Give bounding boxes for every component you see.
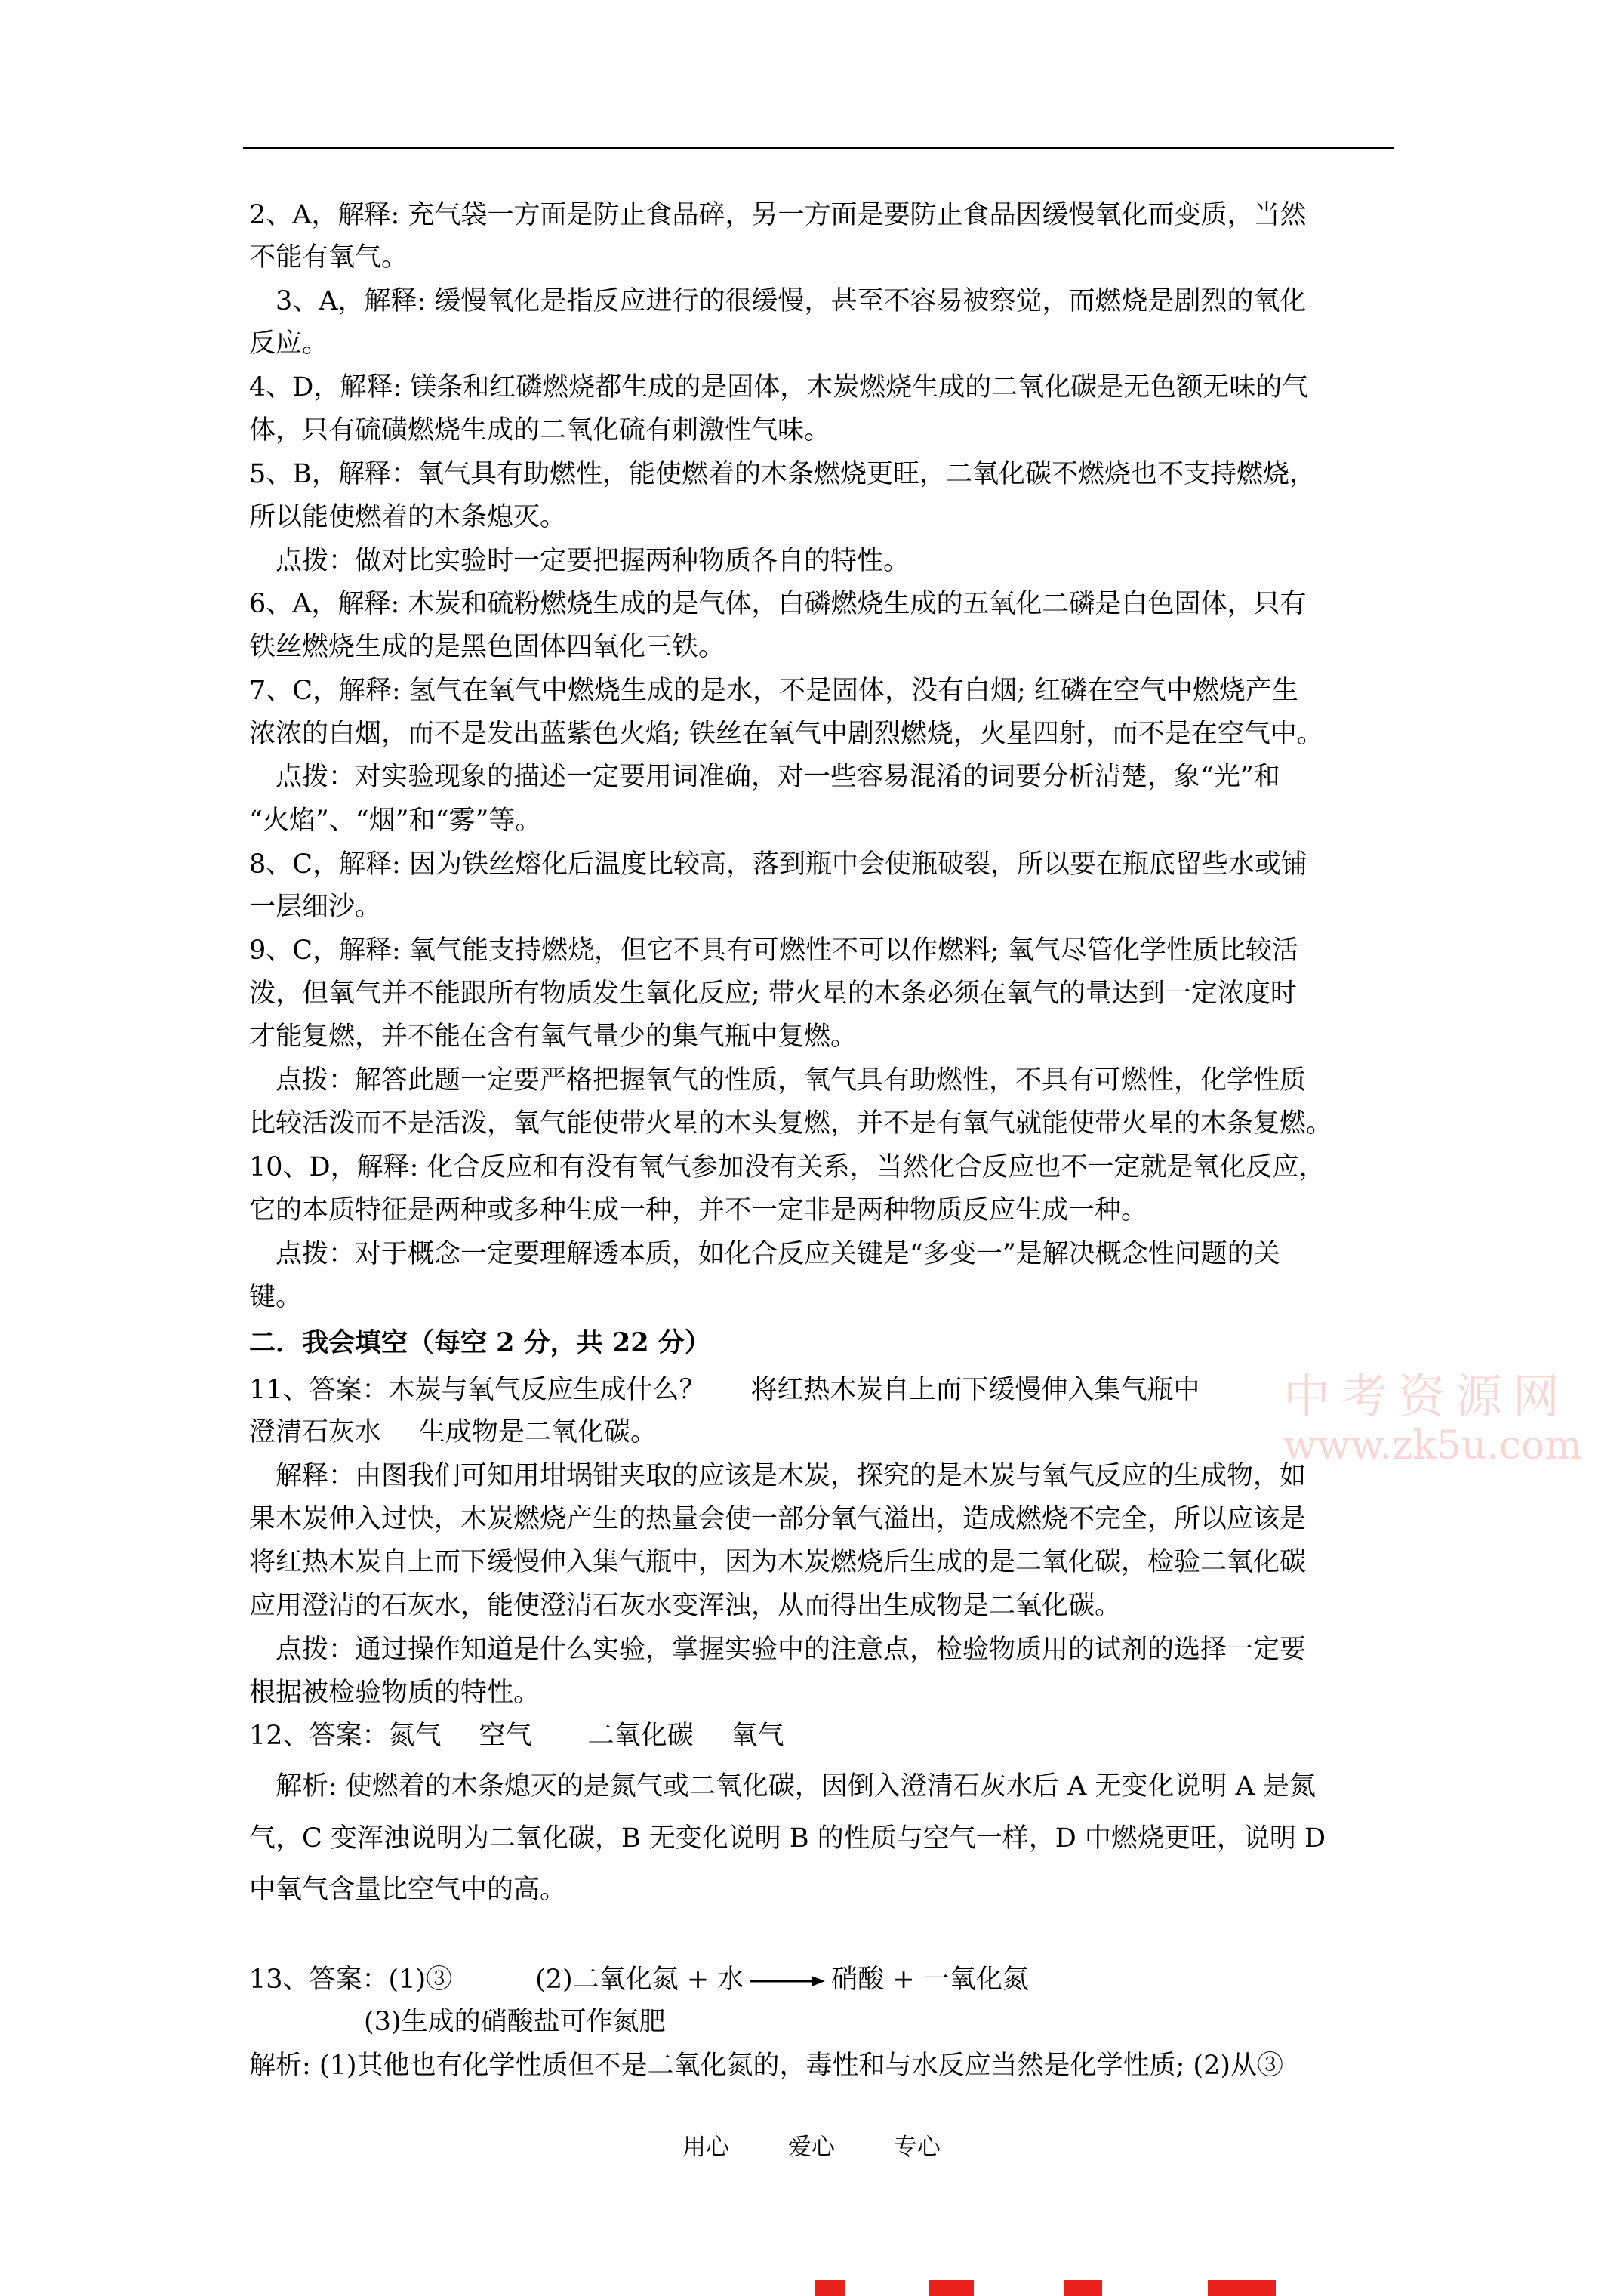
answer-11-part: 生成物是二氧化碳。 (419, 1417, 658, 1447)
text-line: 它的本质特征是两种或多种生成一种，并不一定非是两种物质反应生成一种。 (249, 1195, 1148, 1225)
text-line: 才能复燃，并不能在含有氧气量少的集气瓶中复燃。 (249, 1022, 858, 1052)
text-line: 10、D，解释: 化合反应和有没有氧气参加没有关系，当然化合反应也不一定就是氧化反应， (249, 1152, 1326, 1182)
answer-12-part: 空气 (479, 1721, 532, 1751)
text-line: 一层细沙。 (249, 892, 382, 922)
page-footer (0, 2128, 1623, 2162)
text-line: 浓浓的白烟，而不是发出蓝紫色火焰; 铁丝在氧气中剧烈燃烧，火星四射，而不是在空气中。 (249, 719, 1323, 749)
text-line: 不能有氧气。 (249, 242, 408, 273)
answer-11-part: 11、答案：木炭与氧气反应生成什么？ (249, 1375, 706, 1405)
answer-13-line (249, 1962, 1029, 1997)
text-line: 铁丝燃烧生成的是黑色固体四氧化三铁。 (249, 632, 725, 662)
watermark-text: 中考资源网 (1283, 1369, 1571, 1424)
text-line: 9、C，解释: 氧气能支持燃烧，但它不具有可燃性不可以作燃料; 氧气尽管化学性质比较活 (249, 935, 1298, 966)
answer-12-part: 氧气 (731, 1721, 784, 1751)
answer-12-part: 12、答案：氮气 (249, 1721, 442, 1751)
answer-13-line: (3)生成的硝酸盐可作氮肥 (364, 2007, 666, 2037)
text-line: 4、D，解释: 镁条和红磷燃烧都生成的是固体，木炭燃烧生成的二氧化碳是无色额无味的气 (249, 372, 1309, 402)
tip-line: 点拨：解答此题一定要严格把握氧气的性质，氧气具有助燃性，不具有可燃性，化学性质 (276, 1065, 1307, 1096)
text-line: 所以能使燃着的木条熄灭。 (249, 502, 567, 532)
text-line: 根据被检验物质的特性。 (249, 1678, 540, 1708)
text-line: 反应。 (249, 328, 329, 359)
answer-13-part: 硝酸 + 一氧化氮 (831, 1965, 1029, 1995)
answer-13-part: 13、答案：(1)③ (249, 1965, 453, 1995)
footer-item: 专心 (893, 2134, 941, 2161)
answer-11-part: 将红热木炭自上而下缓慢伸入集气瓶中 (750, 1375, 1200, 1405)
tip-line: 点拨：对实验现象的描述一定要用词准确，对一些容易混淆的词要分析清楚，象“光”和 (276, 762, 1280, 792)
cropped-red-banner (815, 2280, 1344, 2296)
text-line: 8、C，解释: 因为铁丝熔化后温度比较高，落到瓶中会使瓶破裂，所以要在瓶底留些水或铺 (249, 849, 1307, 880)
section-heading: 二．我会填空（每空 2 分，共 22 分） (249, 1327, 711, 1358)
header-rule (243, 147, 1394, 149)
text-line: 解析: 使燃着的木条熄灭的是氮气或二氧化碳，因倒入澄清石灰水后 A 无变化说明 A 是氮 (276, 1771, 1316, 1801)
tip-line: 点拨：做对比实验时一定要把握两种物质各自的特性。 (276, 546, 910, 576)
answer-12-part: 二氧化碳 (587, 1721, 694, 1751)
text-line: 气，C 变浑浊说明为二氧化碳，B 无变化说明 B 的性质与空气一样，D 中燃烧更旺，说明 D (249, 1823, 1326, 1854)
answer-11-line (249, 1373, 1200, 1407)
answer-12-line (249, 1718, 784, 1753)
text-line: 果木炭伸入过快，木炭燃烧产生的热量会使一部分氧气溢出，造成燃烧不完全，所以应该是 (249, 1504, 1307, 1534)
answer-11-line (249, 1415, 657, 1450)
text-line: 体，只有硫磺燃烧生成的二氧化硫有刺激性气味。 (249, 415, 831, 445)
text-line: 6、A，解释: 木炭和硫粉燃烧生成的是气体，白磷燃烧生成的五氧化二磷是白色固体，只有 (249, 589, 1307, 619)
text-line: 5、B，解释：氧气具有助燃性，能使燃着的木条燃烧更旺，二氧化碳不燃烧也不支持燃烧， (249, 459, 1316, 489)
text-line: 解析: (1)其他也有化学性质但不是二氧化氮的，毒性和与水反应当然是化学性质; (2)从③ (249, 2051, 1283, 2081)
tip-line: 点拨：通过操作知道是什么实验，掌握实验中的注意点，检验物质用的试剂的选择一定要 (276, 1635, 1307, 1665)
text-line: 7、C，解释: 氢气在氧气中燃烧生成的是水，不是固体，没有白烟; 红磷在空气中燃烧产生 (249, 676, 1298, 706)
footer-item: 爱心 (788, 2134, 835, 2161)
text-line: 中氧气含量比空气中的高。 (249, 1875, 567, 1905)
arrow-right-icon (750, 1976, 825, 1986)
text-line: 比较活泼而不是活泼，氧气能使带火星的木头复燃，并不是有氧气就能使带火星的木条复燃。 (249, 1108, 1333, 1139)
text-line: 键。 (249, 1282, 303, 1312)
text-line: 解释：由图我们可知用坩埚钳夹取的应该是木炭，探究的是木炭与氧气反应的生成物，如 (276, 1461, 1307, 1491)
text-line: 将红热木炭自上而下缓慢伸入集气瓶中，因为木炭燃烧后生成的是二氧化碳，检验二氧化碳 (249, 1547, 1307, 1577)
footer-item: 用心 (682, 2134, 730, 2161)
answer-11-part: 澄清石灰水 (249, 1417, 382, 1447)
answer-13-part: (2)二氧化氮 + 水 (535, 1965, 744, 1995)
tip-line: 点拨：对于概念一定要理解透本质，如化合反应关键是“多变一”是解决概念性问题的关 (276, 1239, 1280, 1269)
text-line: 3、A，解释: 缓慢氧化是指反应进行的很缓慢，甚至不容易被察觉，而燃烧是剧烈的氧化 (276, 286, 1307, 316)
text-line: 泼，但氧气并不能跟所有物质发生氧化反应; 带火星的木条必须在氧气的量达到一定浓度时 (249, 978, 1297, 1009)
watermark-url: www.zk5u.com (1283, 1423, 1582, 1469)
text-line: 2、A，解释: 充气袋一方面是防止食品碎，另一方面是要防止食品因缓慢氧化而变质，当然 (249, 200, 1307, 230)
text-line: “火焰”、“烟”和“雾”等。 (249, 806, 542, 836)
text-line: 应用澄清的石灰水，能使澄清石灰水变浑浊，从而得出生成物是二氧化碳。 (249, 1591, 1122, 1621)
